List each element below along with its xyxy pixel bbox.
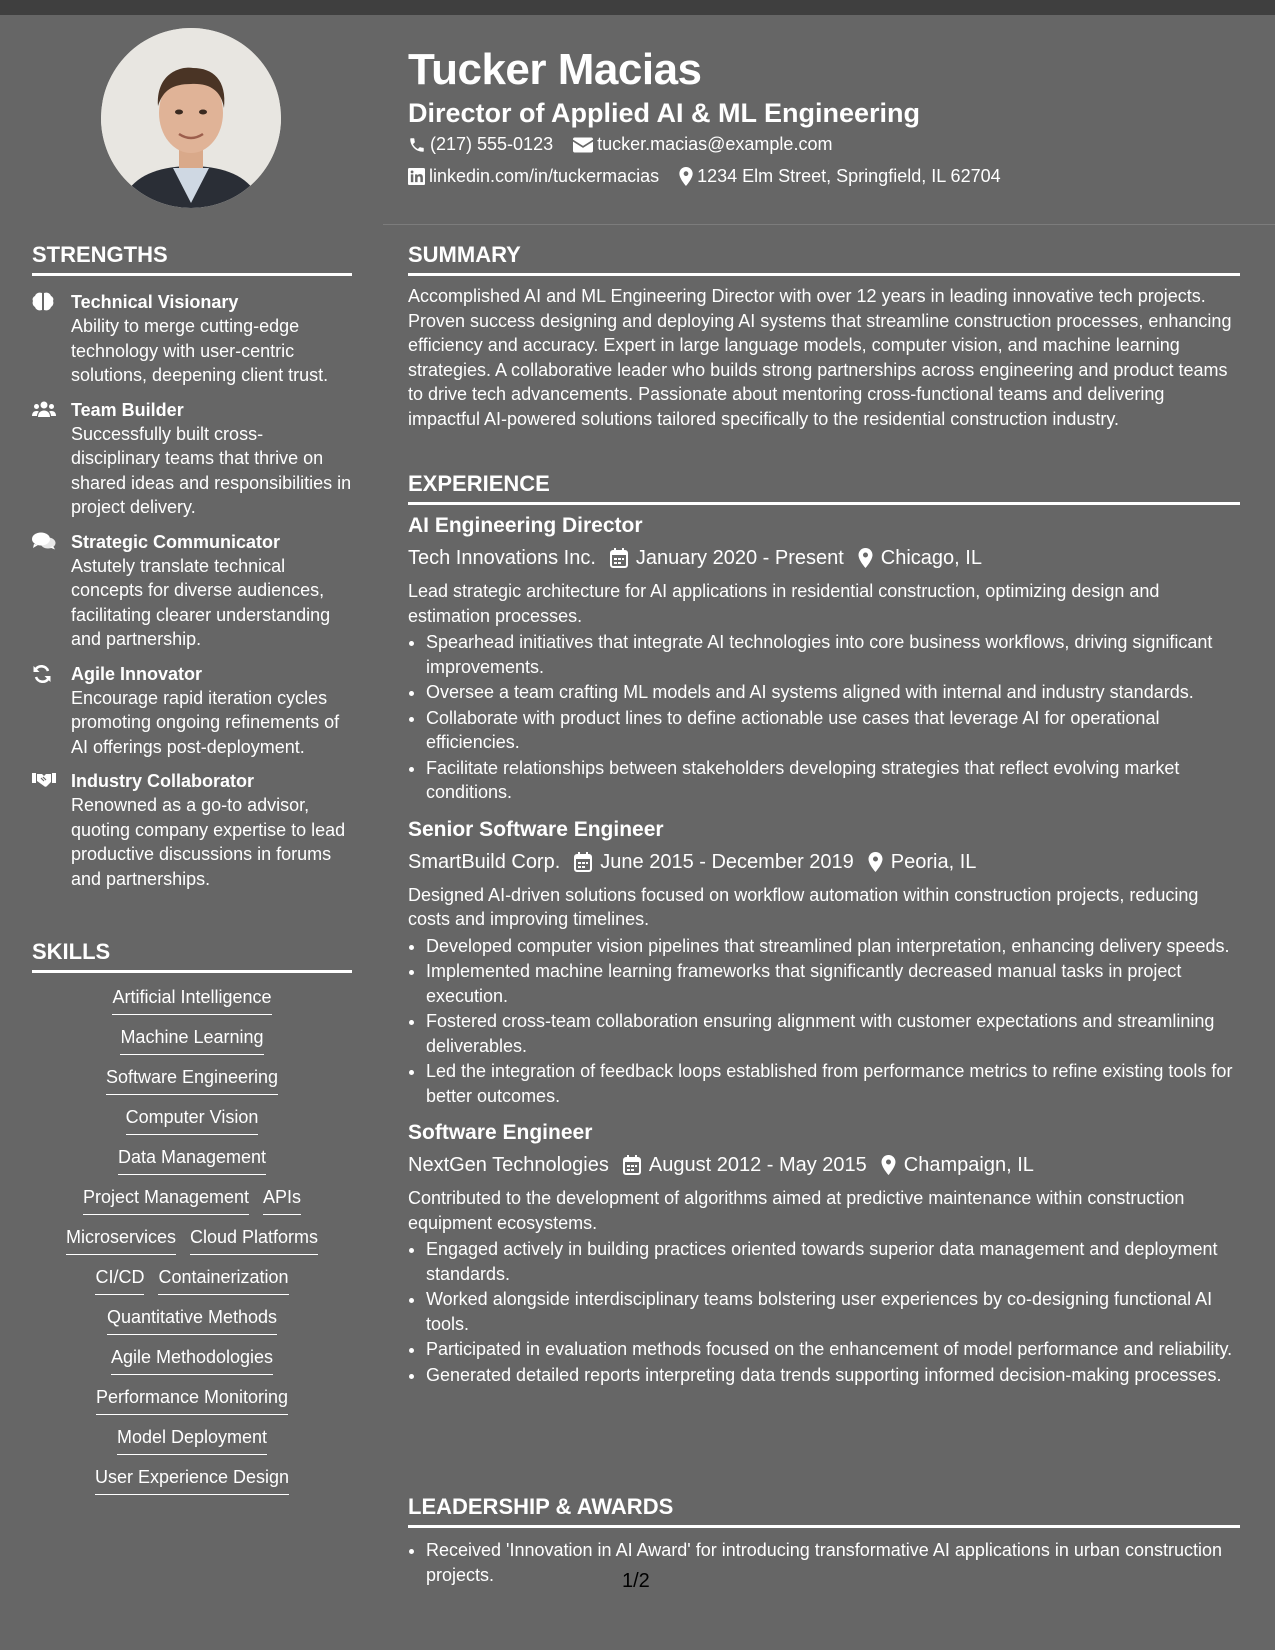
job-bullet: • Generated detailed reports interpreting data trends supporting informed decision-making processes. (426, 1363, 1240, 1388)
users-icon (32, 400, 56, 422)
calendar-icon (574, 852, 592, 872)
job-bullet: • Worked alongside interdisciplinary teams bolstering user experiences by co-designing functional AI tools. (426, 1287, 1240, 1336)
strengths-heading: STRENGTHS (32, 242, 168, 267)
job-entry (408, 817, 1240, 1109)
summary-heading: SUMMARY (408, 242, 521, 267)
skill-row (42, 1225, 342, 1255)
strength-item (32, 530, 352, 652)
skill-tag: Performance Monitoring (96, 1385, 288, 1415)
calendar-icon (610, 548, 628, 568)
summary-rule (408, 273, 1240, 276)
skill-row (42, 1265, 342, 1295)
awards-rule (408, 1525, 1240, 1528)
skill-row (42, 1145, 342, 1175)
page-number: 1/2 (622, 1570, 650, 1592)
skill-tag: Agile Methodologies (111, 1345, 273, 1375)
skill-tag: Machine Learning (120, 1025, 263, 1055)
job-title: Senior Software Engineer (408, 817, 664, 841)
job-bullets (408, 630, 1240, 805)
linkedin-text[interactable]: linkedin.com/in/tuckermacias (429, 166, 660, 186)
skill-tag: Model Deployment (117, 1425, 267, 1455)
header-divider (383, 224, 1275, 225)
location-pin-icon (858, 548, 873, 568)
job-bullets (408, 934, 1240, 1109)
strength-item (32, 769, 352, 891)
job-description: Lead strategic architecture for AI applications in residential construction, optimizing design and estimation processes. (408, 581, 1160, 626)
job-description: Contributed to the development of algorithms aimed at predictive maintenance within construction equipment ecosystems. (408, 1188, 1185, 1233)
strength-desc: Successfully built cross-disciplinary teams that thrive on shared ideas and responsibilities in project delivery. (71, 423, 352, 517)
skills-section (32, 939, 352, 1495)
strength-name: Strategic Communicator (71, 531, 281, 552)
strengths-rule (32, 273, 352, 276)
skill-tag: Cloud Platforms (190, 1225, 318, 1255)
skill-row (42, 1425, 342, 1455)
strength-desc: Ability to merge cutting-edge technology with user-centric solutions, deepening client trust. (71, 316, 329, 385)
address-text: 1234 Elm Street, Springfield, IL 62704 (697, 166, 1001, 186)
handshake-icon (32, 771, 56, 793)
location-pin-icon (679, 167, 693, 186)
skill-tag: CI/CD (95, 1265, 144, 1295)
strength-desc: Astutely translate technical concepts for diverse audiences, facilitating clearer understanding and partnership. (71, 555, 331, 649)
contact-row-1 (408, 134, 846, 155)
job-bullet: • Facilitate relationships between stakeholders developing strategies that reflect evolving market conditions. (426, 756, 1240, 805)
strength-desc: Renowned as a go-to advisor, quoting company expertise to lead productive discussions in forums and partnerships. (71, 795, 346, 889)
strength-item (32, 398, 352, 520)
award-item: • Received 'Innovation in AI Award' for introducing transformative AI applications in urban construction projects. (426, 1538, 1240, 1587)
strength-name: Technical Visionary (71, 292, 239, 312)
skill-row (42, 1385, 342, 1415)
summary-text: Accomplished AI and ML Engineering Director with over 12 years in leading innovative tech projects. Proven success designing and deploying AI systems that streamline construction processes, enhancing efficiency and accuracy. Expert in large language models, computer vision, and machine learning strategies. A collaborative leader who builds strong partnerships across engineering and product teams to drive tech advancements. Passionate about mentoring cross-functional teams and delivering impactful AI-powered solutions tailored specifically to the residential construction industry. (408, 286, 1232, 429)
experience-heading: EXPERIENCE (408, 471, 550, 496)
skill-tag: Software Engineering (106, 1065, 278, 1095)
job-dates: January 2020 - Present (635, 547, 844, 569)
skill-tag: Computer Vision (126, 1105, 259, 1135)
awards-list (408, 1538, 1240, 1587)
phone-text[interactable]: (217) 555-0123 (430, 134, 554, 154)
email-text[interactable]: tucker.macias@example.com (597, 134, 833, 154)
job-bullet: • Oversee a team crafting ML models and AI systems aligned with internal and industry standards. (426, 680, 1240, 705)
job-description: Designed AI-driven solutions focused on workflow automation within construction projects, reducing costs and improving timelines. (408, 884, 1199, 929)
skills-list (32, 985, 352, 1495)
job-title: AI Engineering Director (408, 514, 643, 537)
location-pin-icon (881, 1155, 896, 1175)
skill-tag: Artificial Intelligence (112, 985, 271, 1015)
company-name: NextGen Technologies (408, 1154, 609, 1176)
job-meta (408, 849, 1240, 875)
job-bullet: • Developed computer vision pipelines that streamlined plan interpretation, enhancing delivery speeds. (426, 934, 1240, 959)
skill-row (42, 1305, 342, 1335)
job-bullet: • Participated in evaluation methods focused on the enhancement of model performance and reliability. (426, 1337, 1240, 1362)
skill-tag: User Experience Design (95, 1465, 289, 1495)
skill-tag: APIs (263, 1185, 301, 1215)
skill-tag: Quantitative Methods (107, 1305, 277, 1335)
phone-icon (408, 136, 426, 154)
awards-heading: LEADERSHIP & AWARDS (408, 1494, 674, 1519)
sync-icon (32, 664, 56, 686)
contact-row-2 (408, 166, 1015, 187)
job-bullet: • Led the integration of feedback loops established from performance metrics to refine existing tools for better outcomes. (426, 1059, 1240, 1108)
skill-row (42, 985, 342, 1015)
linkedin-icon (408, 168, 425, 185)
job-bullets (408, 1237, 1240, 1387)
job-meta (408, 1152, 1240, 1178)
strength-name: Team Builder (71, 399, 184, 420)
job-entry (408, 1120, 1240, 1387)
skill-tag: Project Management (83, 1185, 249, 1215)
location-pin-icon (868, 852, 883, 872)
job-location: Chicago, IL (880, 547, 982, 569)
job-bullet: • Spearhead initiatives that integrate AI technologies into core business workflows, driving significant improvements. (426, 630, 1240, 679)
comments-icon (32, 532, 56, 554)
job-dates: August 2012 - May 2015 (648, 1154, 867, 1176)
skill-row (42, 1345, 342, 1375)
skill-row (42, 1025, 342, 1055)
job-bullet: • Collaborate with product lines to define actionable use cases that leverage AI for operational efficiencies. (426, 706, 1240, 755)
strength-item (32, 662, 352, 760)
skill-row (42, 1065, 342, 1095)
email-icon (573, 137, 593, 153)
strength-item (32, 290, 352, 388)
job-title: Software Engineer (408, 1121, 593, 1144)
job-bullet: • Implemented machine learning frameworks that significantly decreased manual tasks in project execution. (426, 959, 1240, 1008)
skills-rule (32, 970, 352, 973)
strengths-section (32, 242, 352, 891)
candidate-name: Tucker Macias (408, 45, 702, 94)
job-bullet: • Fostered cross-team collaboration ensuring alignment with customer expectations and streamlining deliverables. (426, 1009, 1240, 1058)
strength-desc: Encourage rapid iteration cycles promoting ongoing refinements of AI offerings post-deployment. (71, 687, 340, 757)
company-name: SmartBuild Corp. (408, 850, 561, 873)
job-location: Peoria, IL (890, 850, 977, 873)
experience-section (408, 471, 1240, 1388)
profile-photo (101, 28, 281, 208)
job-dates: June 2015 - December 2019 (600, 850, 854, 873)
strength-name: Agile Innovator (71, 663, 203, 684)
skill-row (42, 1105, 342, 1135)
job-meta (408, 545, 1240, 571)
job-bullet: • Engaged actively in building practices oriented towards superior data management and deployment standards. (426, 1237, 1240, 1286)
strength-name: Industry Collaborator (71, 771, 255, 791)
brain-icon (32, 292, 56, 314)
skill-tag: Containerization (158, 1265, 288, 1295)
skill-tag: Data Management (118, 1145, 266, 1175)
candidate-title: Director of Applied AI & ML Engineering (408, 98, 921, 128)
awards-section (408, 1494, 1240, 1588)
skill-row (42, 1185, 342, 1215)
calendar-icon (623, 1155, 641, 1175)
company-name: Tech Innovations Inc. (408, 547, 596, 569)
top-bar (0, 0, 1275, 15)
skill-tag: Microservices (66, 1225, 176, 1255)
summary-section (408, 242, 1240, 432)
experience-rule (408, 502, 1240, 505)
skill-row (42, 1465, 342, 1495)
job-entry (408, 513, 1240, 805)
skills-heading: SKILLS (32, 939, 111, 964)
job-location: Champaign, IL (903, 1154, 1034, 1176)
